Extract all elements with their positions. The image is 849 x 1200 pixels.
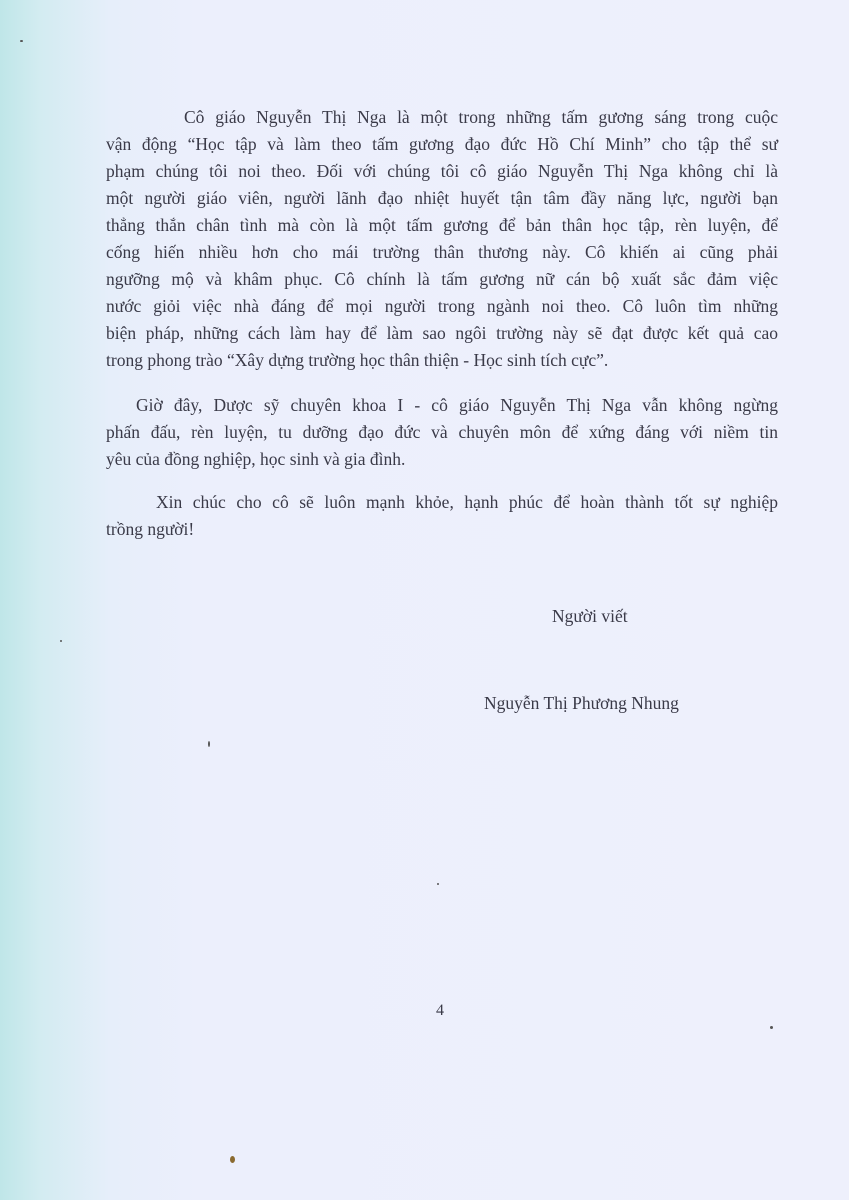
scan-speck xyxy=(20,40,23,42)
text-line: phấn đấu, rèn luyện, tu dưỡng đạo đức và chuyên môn để xứng đáng với niềm tin xyxy=(106,422,778,442)
text-line: ngưỡng mộ và khâm phục. Cô chính là tấm gương nữ cán bộ xuất sắc đảm việc xyxy=(106,269,778,289)
text-line: một người giáo viên, người lãnh đạo nhiệt huyết tận tâm đầy năng lực, người bạn xyxy=(106,188,778,208)
text-line: Giờ đây, Dược sỹ chuyên khoa I - cô giáo Nguyễn Thị Nga vẫn không ngừng xyxy=(136,395,778,415)
text-line: vận động “Học tập và làm theo tấm gương đạo đức Hồ Chí Minh” cho tập thể sư xyxy=(106,134,778,154)
text-line: Cô giáo Nguyễn Thị Nga là một trong những tấm gương sáng trong cuộc xyxy=(184,107,778,127)
text-line: cống hiến nhiều hơn cho mái trường thân thương này. Cô khiến ai cũng phải xyxy=(106,242,778,262)
text-line: yêu của đồng nghiệp, học sinh và gia đình. xyxy=(106,449,406,469)
paragraph-2 xyxy=(106,392,778,473)
text-line: phạm chúng tôi noi theo. Đối với chúng tôi cô giáo Nguyễn Thị Nga không chỉ là xyxy=(106,161,778,181)
scan-speck xyxy=(60,640,62,642)
text-line: thẳng thắn chân tình mà còn là một tấm gương để bản thân học tập, rèn luyện, để xyxy=(106,215,778,235)
scan-speck xyxy=(208,741,210,747)
paragraph-3 xyxy=(106,489,778,543)
text-line: nước giỏi việc nhà đáng để mọi người trong ngành noi theo. Cô luôn tìm những xyxy=(106,296,778,316)
letter-body xyxy=(106,104,778,543)
paragraph-1 xyxy=(106,104,778,374)
scan-speck xyxy=(230,1156,235,1163)
scan-speck xyxy=(770,1026,773,1029)
signature-label: Người viết xyxy=(552,606,628,626)
text-line: biện pháp, những cách làm hay để làm sao ngôi trường này sẽ đạt được kết quả cao xyxy=(106,323,778,343)
signature-name: Nguyễn Thị Phương Nhung xyxy=(484,693,679,713)
page-number: 4 xyxy=(436,1002,444,1019)
text-line: Xin chúc cho cô sẽ luôn mạnh khỏe, hạnh phúc để hoàn thành tốt sự nghiệp xyxy=(156,492,778,512)
text-line: trong phong trào “Xây dựng trường học thân thiện - Học sinh tích cực”. xyxy=(106,350,609,370)
scan-speck xyxy=(437,883,439,885)
text-line: trồng người! xyxy=(106,519,195,539)
